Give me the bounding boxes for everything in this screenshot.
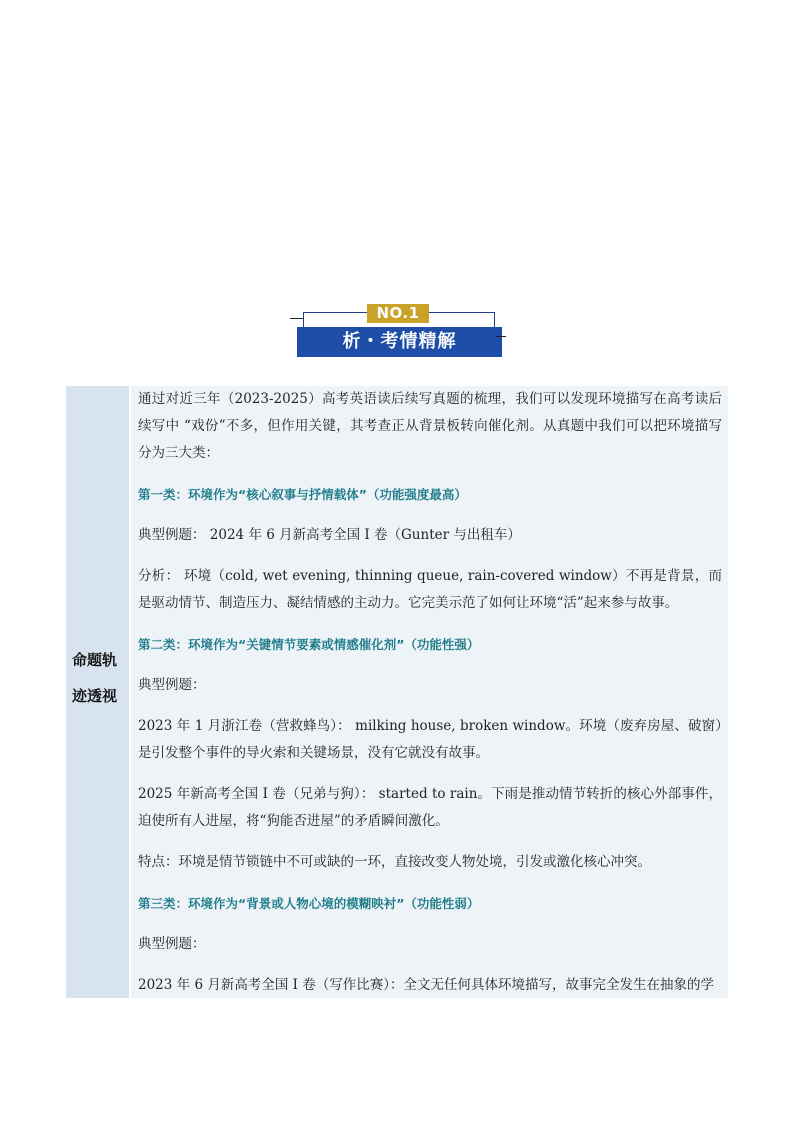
badge-title: 析・考情精解: [297, 327, 502, 357]
section-badge: [290, 300, 510, 362]
example-label: 典型例题：: [138, 936, 206, 952]
row-label-cell: [66, 386, 129, 998]
category-heading-1: 第一类：环境作为“核心叙事与抒情载体”（功能强度最高）: [138, 487, 467, 502]
badge-line-left: [290, 318, 303, 319]
category-heading-2: 第二类：环境作为“关键情节要素或情感催化剂”（功能性强）: [138, 637, 480, 652]
category-heading-3: 第三类：环境作为“背景或人物心境的模糊映衬”（功能性弱）: [138, 896, 480, 911]
analysis-table: [66, 386, 728, 998]
intro-paragraph: 通过对近三年（2023-2025）高考英语读后续写真题的梳理，我们可以发现环境描写在高考读后续写中 “戏份”不多，但作用关键，其考查正从背景板转向催化剂。从真题中我们可以把环境描写分为三大类：: [138, 391, 722, 461]
content-cell: [131, 386, 728, 998]
feature-paragraph: 特点：环境是情节锁链中不可或缺的一环，直接改变人物处境，引发或激化核心冲突。: [138, 854, 651, 870]
example-paragraph: 典型例题： 2024 年 6 月新高考全国 I 卷（Gunter 与出租车）: [138, 527, 521, 543]
badge-line-right: [496, 336, 506, 337]
analysis-paragraph: 分析： 环境（cold, wet evening, thinning queue, rain-covered window）不再是背景，而是驱动情节、制造压力、凝结情感的主动力。它完美示范了如何让环境“活”起来参与故事。: [138, 568, 722, 611]
badge-number: NO.1: [367, 304, 429, 323]
example-label: 典型例题：: [138, 677, 206, 693]
content-body: [131, 386, 728, 998]
example-paragraph: 2025 年新高考全国 I 卷（兄弟与狗）： started to rain。下雨是推动情节转折的核心外部事件，迫使所有人进屋，将“狗能否进屋”的矛盾瞬间激化。: [138, 786, 722, 829]
example-paragraph: 2023 年 1 月浙江卷（营救蜂鸟）： milking house, broken window。环境（废弃房屋、破窗）是引发整个事件的导火索和关键场景，没有它就没有故事。: [138, 718, 722, 761]
example-paragraph: 2023 年 6 月新高考全国 I 卷（写作比赛）：全文无任何具体环境描写，故事完全发生在抽象的学: [138, 977, 714, 993]
row-label: 命题轨迹透视: [72, 651, 118, 705]
